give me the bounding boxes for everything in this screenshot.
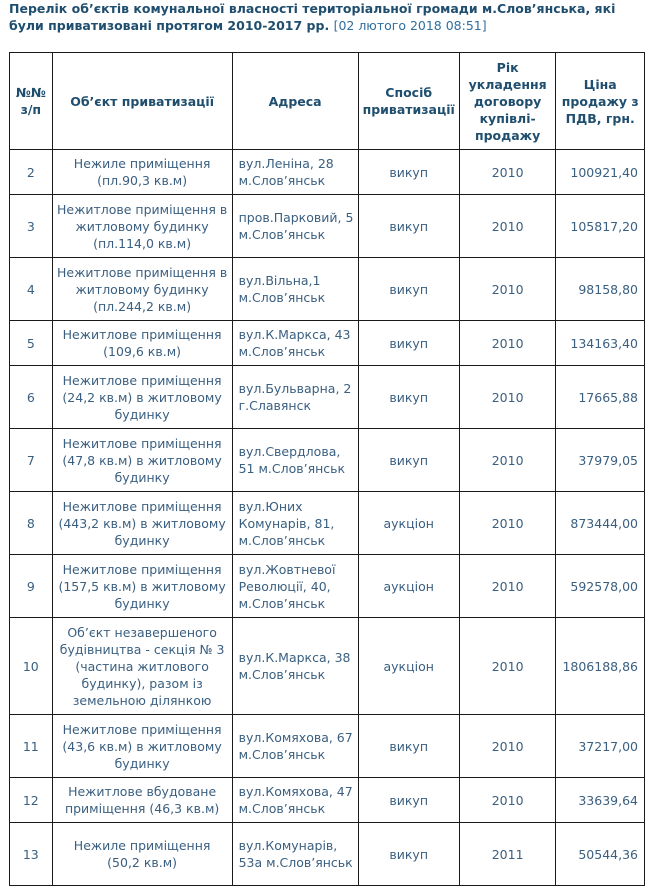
cell-method: аукціон [358, 492, 459, 555]
cell-year: 2010 [459, 195, 556, 258]
cell-price: 37979,05 [556, 429, 645, 492]
cell-year: 2010 [459, 618, 556, 715]
cell-method: викуп [358, 778, 459, 823]
cell-method: аукціон [358, 555, 459, 618]
cell-address: вул.Леніна, 28 м.Слов’янськ [232, 150, 358, 195]
cell-number: 6 [10, 366, 53, 429]
cell-year: 2010 [459, 150, 556, 195]
cell-address: вул.Жовтневої Революції, 40, м.Слов’янськ [232, 555, 358, 618]
cell-address: вул.Комяхова, 67 м.Слов’янськ [232, 715, 358, 778]
cell-object: Нежитлове приміщення в житловому будинку (пл.244,2 кв.м) [52, 258, 232, 321]
publication-date: [02 лютого 2018 08:51] [333, 18, 487, 33]
cell-price: 592578,00 [556, 555, 645, 618]
cell-method: викуп [358, 366, 459, 429]
cell-number: 12 [10, 778, 53, 823]
table-row [10, 150, 645, 195]
table-row [10, 321, 645, 366]
page-title: Перелік об’єктів комунальної власності територіальної громади м.Слов’янська, які були приватизовані протягом 2010-2017 рр. [9, 1, 616, 33]
header-price: Ціна продажу з ПДВ, грн. [556, 53, 645, 150]
cell-price: 98158,80 [556, 258, 645, 321]
cell-address: вул.К.Маркса, 38 м.Слов’янськ [232, 618, 358, 715]
table-row [10, 366, 645, 429]
cell-number: 2 [10, 150, 53, 195]
header-method: Спосіб приватизації [358, 53, 459, 150]
cell-year: 2010 [459, 492, 556, 555]
cell-object: Нежитлове приміщення (24,2 кв.м) в житловому будинку [52, 366, 232, 429]
cell-year: 2010 [459, 429, 556, 492]
cell-method: викуп [358, 258, 459, 321]
cell-price: 1806188,86 [556, 618, 645, 715]
cell-price: 33639,64 [556, 778, 645, 823]
cell-address: вул.Юних Комунарів, 81, м.Слов’янськ [232, 492, 358, 555]
cell-object: Нежиле приміщення (50,2 кв.м) [52, 823, 232, 886]
header-address: Адреса [232, 53, 358, 150]
cell-price: 50544,36 [556, 823, 645, 886]
header-object: Об’єкт приватизації [52, 53, 232, 150]
table-row [10, 715, 645, 778]
cell-address: вул.Комяхова, 47 м.Слов’янськ [232, 778, 358, 823]
privatization-table [9, 52, 645, 886]
cell-number: 5 [10, 321, 53, 366]
cell-object: Нежитлове приміщення (109,6 кв.м) [52, 321, 232, 366]
cell-object: Нежиле приміщення (пл.90,3 кв.м) [52, 150, 232, 195]
cell-number: 7 [10, 429, 53, 492]
table-header-row [10, 53, 645, 150]
cell-object: Нежитлове приміщення (47,8 кв.м) в житловому будинку [52, 429, 232, 492]
header-year: Рік укладення договору купівлі-продажу [459, 53, 556, 150]
table-row [10, 778, 645, 823]
cell-year: 2010 [459, 366, 556, 429]
cell-address: вул.К.Маркса, 43 м.Слов’янськ [232, 321, 358, 366]
cell-object: Нежитлове приміщення (443,2 кв.м) в житловому будинку [52, 492, 232, 555]
cell-object: Нежитлове приміщення (157,5 кв.м) в житловому будинку [52, 555, 232, 618]
cell-object: Об’єкт незавершеного будівництва - секція № 3 (частина житлового будинку), разом із земельною ділянкою [52, 618, 232, 715]
table-row [10, 555, 645, 618]
page-heading [9, 0, 639, 34]
cell-year: 2011 [459, 823, 556, 886]
cell-price: 873444,00 [556, 492, 645, 555]
cell-method: викуп [358, 429, 459, 492]
cell-address: вул.Бульварна, 2 г.Славянск [232, 366, 358, 429]
table-row [10, 195, 645, 258]
cell-number: 11 [10, 715, 53, 778]
cell-number: 8 [10, 492, 53, 555]
cell-method: викуп [358, 195, 459, 258]
cell-year: 2010 [459, 258, 556, 321]
cell-object: Нежитлове приміщення (43,6 кв.м) в житловому будинку [52, 715, 232, 778]
cell-year: 2010 [459, 555, 556, 618]
table-row [10, 258, 645, 321]
table-row [10, 429, 645, 492]
cell-price: 134163,40 [556, 321, 645, 366]
cell-number: 9 [10, 555, 53, 618]
cell-address: вул.Свердлова, 51 м.Слов’янськ [232, 429, 358, 492]
cell-year: 2010 [459, 778, 556, 823]
cell-method: аукціон [358, 618, 459, 715]
cell-method: викуп [358, 715, 459, 778]
cell-method: викуп [358, 321, 459, 366]
cell-number: 10 [10, 618, 53, 715]
cell-price: 105817,20 [556, 195, 645, 258]
cell-number: 3 [10, 195, 53, 258]
cell-price: 100921,40 [556, 150, 645, 195]
cell-price: 17665,88 [556, 366, 645, 429]
cell-method: викуп [358, 150, 459, 195]
cell-price: 37217,00 [556, 715, 645, 778]
cell-method: викуп [358, 823, 459, 886]
cell-address: вул.Комунарів, 53а м.Слов’янськ [232, 823, 358, 886]
cell-number: 13 [10, 823, 53, 886]
table-row [10, 492, 645, 555]
cell-object: Нежитлове приміщення в житловому будинку (пл.114,0 кв.м) [52, 195, 232, 258]
table-body [10, 150, 645, 886]
table-row [10, 823, 645, 886]
table-row [10, 618, 645, 715]
cell-number: 4 [10, 258, 53, 321]
cell-address: вул.Вільна,1 м.Слов’янськ [232, 258, 358, 321]
cell-object: Нежитлове вбудоване приміщення (46,3 кв.м) [52, 778, 232, 823]
cell-year: 2010 [459, 321, 556, 366]
header-number: №№ з/п [10, 53, 53, 150]
cell-address: пров.Парковий, 5 м.Слов’янськ [232, 195, 358, 258]
cell-year: 2010 [459, 715, 556, 778]
